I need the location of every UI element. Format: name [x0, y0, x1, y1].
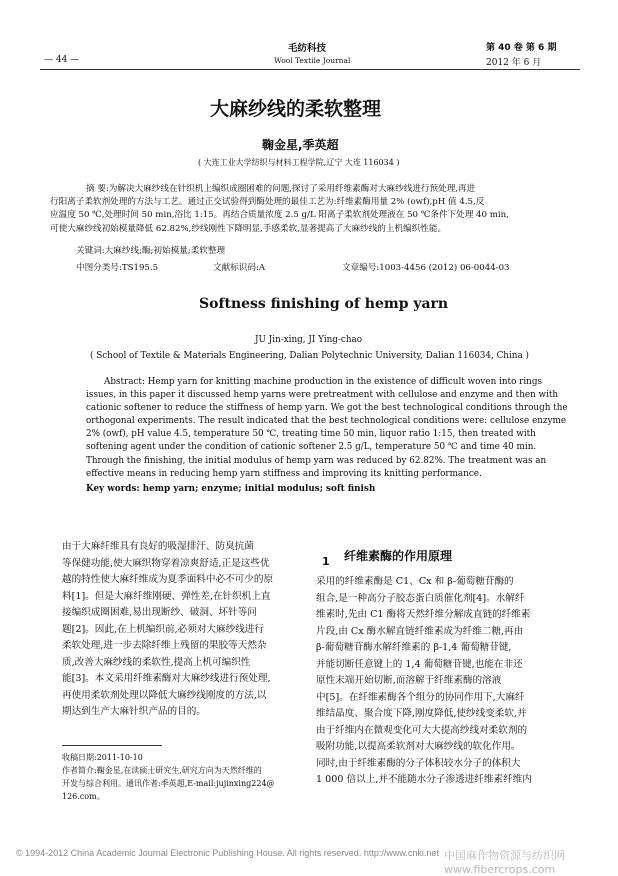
document-code: 文献标识码:A	[213, 263, 266, 273]
abstract-en-line: orthogonal experiments. The result indicated that the best technological conditions were: cellulose enzyme	[86, 416, 567, 427]
abstract-en-line: effective means in reducing hemp yarn stiffness and improving its knitting performance.	[86, 468, 482, 479]
abstract-en-line: Through the finishing, the initial modulus of hemp yarn was reduced by 62.82%. The treatment was an	[86, 455, 547, 466]
body-line: 原性末端开始切断,而溶解于纤维素酶的溶液	[316, 675, 502, 686]
body-line: 质,改善大麻纱线的柔软性,提高上机可编织性	[62, 656, 251, 668]
body-line: 能[3]。本文采用纤维素酶对大麻纱线进行预处理,	[62, 673, 271, 684]
body-line: 题[2]。因此,在上机编织前,必须对大麻纱线进行	[62, 623, 264, 635]
affiliation-cn: ( 大连工业大学纺织与材料工程学院,辽宁 大连 116034 )	[198, 158, 400, 167]
abstract-cn-line: 摘 要:为解决大麻纱线在针织机上编织成圈困难的问题,探讨了采用纤维素酶对大麻纱线进行预处理,再进	[86, 184, 476, 194]
page-number: — 44 —	[44, 55, 80, 65]
footnote-line: 126.com。	[62, 792, 105, 801]
body-line: 等保健功能,使大麻织物穿着凉爽舒适,正是这些优	[62, 557, 270, 569]
body-line: 再使用柔软剂处理以降低大麻纱线刚度的方法,以	[62, 689, 267, 701]
issue-date: 2012 年 6 月	[486, 58, 542, 68]
article-title-cn: 大麻纱线的柔软整理	[210, 98, 382, 120]
affiliation-en: ( School of Textile & Materials Engineering, Dalian Polytechnic University, Dalian 116034, China )	[90, 351, 529, 361]
article-title-en: Softness finishing of hemp yarn	[199, 296, 449, 312]
section-number: 1	[322, 555, 330, 568]
body-line: 由于纤维内在微观变化可大大提高纱线对柔软剂的	[316, 724, 528, 736]
body-line: 维素时,先由 C1 酶将天然纤维分解成直链的纤维素	[316, 609, 531, 620]
body-line: 组合,是一种高分子胶态蛋白质催化剂[4]。水解纤	[316, 592, 525, 604]
body-line: 中[5]。在纤维素酶各个组分的协同作用下,大麻纤	[316, 691, 525, 703]
body-line: 期达到生产大麻针织产品的目的。	[62, 706, 206, 717]
abstract-en-line: issues, in this paper it discussed hemp yarns were pretreatment with cellulose and enzyme and then with	[86, 390, 559, 401]
body-line: 1 000 倍以上,并不能随水分子渗透进纤维素纤维内	[316, 774, 532, 785]
body-line: β-葡萄糖苷酶水解纤维素的 β-1,4 葡萄糖苷键,	[316, 642, 512, 653]
body-line: 片段,由 Cx 酶水解直链纤维素成为纤维二糖,再由	[316, 625, 524, 637]
body-line: 越的特性使大麻纤维成为夏季面料中必不可少的原	[62, 574, 274, 585]
abstract-cn-line: 应温度 50 ℃,处理时间 50 min,浴比 1:15。再结合质量浓度 2.5 g/L 阳离子柔软剂处理液在 50 ℃条件下处理 40 min,	[50, 210, 509, 221]
intro-paragraph	[62, 539, 312, 721]
header-rule	[40, 69, 580, 70]
body-line: 由于大麻纤维具有良好的吸湿排汗、防臭抗菌	[62, 541, 254, 552]
keywords-cn: 关键词:大麻纱线;酶;初始模量;柔软整理	[76, 246, 226, 256]
abstract-cn-line: 行阳离子柔软剂处理的方法与工艺。通过正交试验得到酶处理的最佳工艺为:纤维素酶用量 2% (owf),pH 值 4.5,反	[50, 197, 485, 208]
footnote-line: 收稿日期:2011-10-10	[62, 753, 143, 762]
body-line: 采用的纤维素酶是 C1、Cx 和 β-葡萄糖苷酶的	[316, 576, 514, 587]
section-title: 纤维素酶的作用原理	[344, 549, 453, 563]
footnote-line: 开发与综合利用。通讯作者:季英超,E-mail:jujinxing224@	[62, 779, 275, 788]
authors-cn: 鞠金星,季英超	[262, 138, 339, 152]
article-number: 文章编号:1003-4456 (2012) 06-0044-03	[342, 263, 510, 273]
copyright-line: © 1994-2012 China Academic Journal Electronic Publishing House. All rights reserved. http://www.cnki.net	[16, 848, 439, 858]
authors-en: JU Jin-xing, JI Ying-chao	[255, 335, 363, 345]
body-line: 维结晶度、聚合度下降,刚度降低,使纱线变柔软,并	[316, 708, 527, 719]
abstract-cn-line: 可使大麻纱线初始模量降低 62.82%,纱线刚性下降明显,手感柔软,显著提高了大麻纱线的上机编织性能。	[50, 223, 447, 234]
volume-issue: 第 40 卷 第 6 期	[486, 43, 557, 53]
section-body	[316, 574, 572, 789]
abstract-en	[86, 376, 586, 481]
abstract-en-line: cationic softener to reduce the stiffness of hemp yarn. We got the best technological conditions through the	[86, 403, 568, 414]
body-line: 接编织成圈困难,易出现断纱、破洞、坏针等问	[62, 607, 257, 618]
abstract-en-line: softening agent under the condition of cationic softener 2.5 g/L, temperature 50 ℃ and time 40 min.	[86, 442, 537, 453]
keywords-en: Key words: hemp yarn; enzyme; initial modulus; soft finish	[86, 484, 376, 494]
body-line: 柔软处理,进一步去除纤维上残留的果胶等天然杂	[62, 640, 267, 651]
site-watermark: 中国麻作物资源与纺织网 www.fibercrops.com	[444, 849, 565, 876]
abstract-en-line: 2% (owf), pH value 4.5, temperature 50 ℃, treating time 50 min, liquor ratio 1:15, then treated with	[86, 429, 536, 440]
body-line: 同时,由于纤维素酶的分子体积较水分子的体积大	[316, 757, 521, 769]
footnote-line: 作者简介:鞠金星,在读硕士研究生,研究方向为天然纤维的	[62, 766, 262, 775]
abstract-cn	[50, 183, 590, 236]
footnote-rule	[62, 745, 162, 746]
body-line: 并能切断任意键上的 1,4 葡萄糖苷键,也能在非还	[316, 658, 523, 670]
clc-number: 中图分类号:TS195.5	[76, 263, 159, 273]
body-line: 吸附功能,以提高柔软剂对大麻纱线的软化作用。	[316, 741, 521, 752]
body-line: 料[1]。但是大麻纤维刚硬、弹性差,在针织机上直	[62, 590, 271, 602]
journal-name-en: Wool Textile Journal	[274, 56, 351, 65]
footnote	[62, 751, 314, 803]
abstract-en-line: Abstract: Hemp yarn for knitting machine production in the existence of difficult woven into rings	[104, 377, 542, 387]
journal-name-cn: 毛纺科技	[288, 43, 327, 54]
